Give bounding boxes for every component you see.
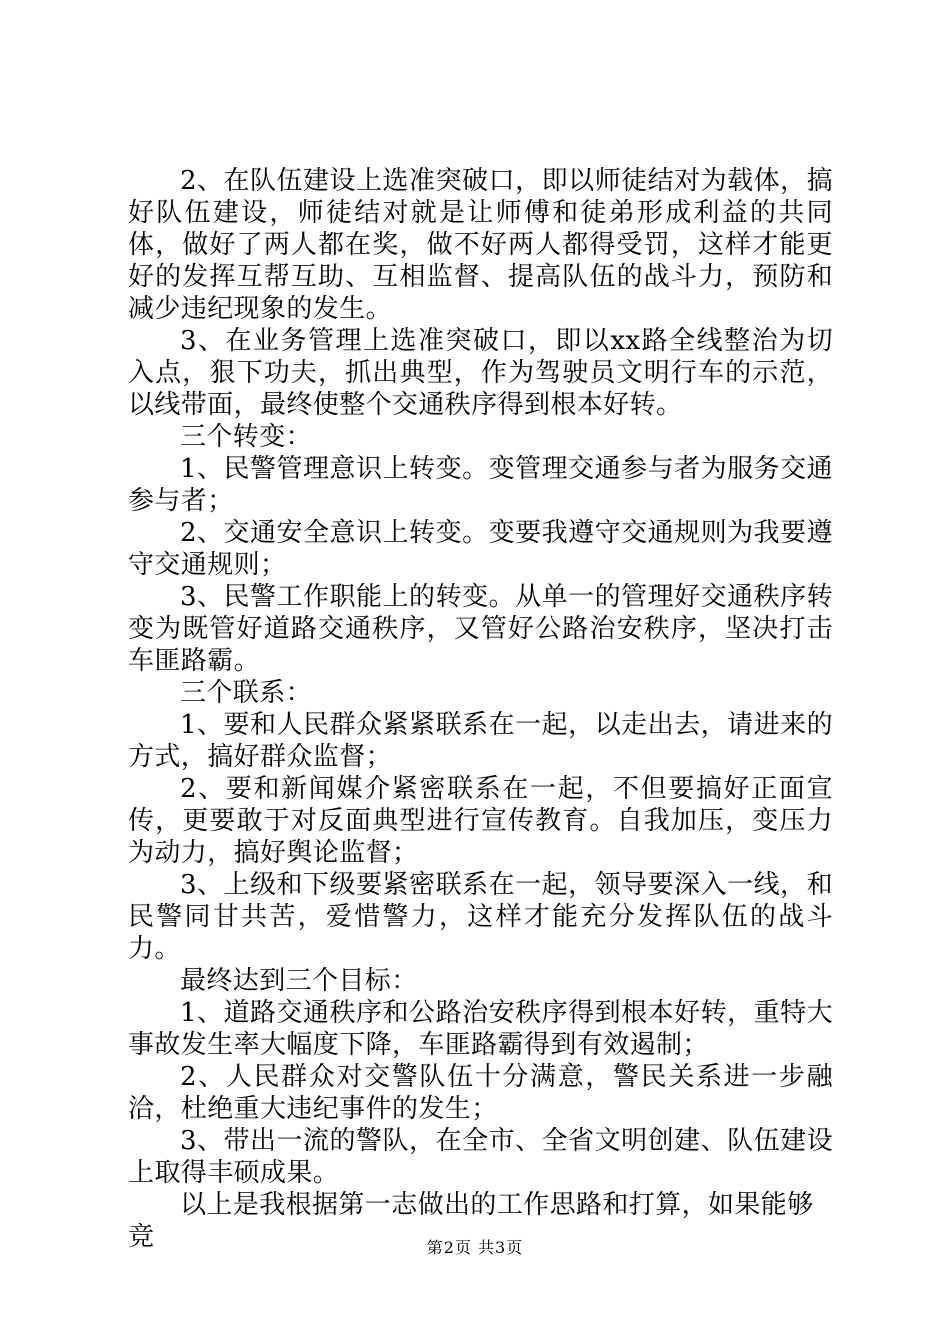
heading-three-changes: 三个转变：	[180, 422, 313, 452]
paragraph-link-2: 2、要和新闻媒介紧密联系在一起，不但要搞好正面宣传，更要敢于对反面典型进行宣传教育。自我加压，变压力为动力，搞好舆论监督；	[128, 774, 833, 868]
heading-three-links: 三个联系：	[180, 678, 313, 708]
paragraph-business-management: 3、在业务管理上选准突破口，即以xx路全线整治为切入点，狠下功夫，抓出典型，作为驾驶员文明行车的示范，以线带面，最终使整个交通秩序得到根本好转。	[128, 326, 833, 420]
paragraph-change-3: 3、民警工作职能上的转变。从单一的管理好交通秩序转变为既管好道路交通秩序，又管好公路治安秩序，坚决打击车匪路霸。	[128, 582, 833, 676]
paragraph-goal-1: 1、道路交通秩序和公路治安秩序得到根本好转，重特大事故发生率大幅度下降，车匪路霸得到有效遏制；	[128, 998, 833, 1060]
paragraph-goal-2: 2、人民群众对交警队伍十分满意，警民关系进一步融洽，杜绝重大违纪事件的发生；	[128, 1062, 833, 1124]
paragraph-link-3: 3、上级和下级要紧密联系在一起，领导要深入一线，和民警同甘共苦，爱惜警力，这样才能充分发挥队伍的战斗力。	[128, 870, 833, 964]
paragraph-goal-3: 3、带出一流的警队，在全市、全省文明创建、队伍建设上取得丰硕成果。	[128, 1126, 833, 1188]
document-body	[128, 165, 833, 1253]
heading-three-goals: 最终达到三个目标：	[180, 966, 418, 996]
paragraph-team-building: 2、在队伍建设上选准突破口，即以师徒结对为载体，搞好队伍建设，师徒结对就是让师傅和徒弟形成利益的共同体，做好了两人都在奖，做不好两人都得受罚，这样才能更好的发挥互帮互助、互相监督、提高队伍的战斗力，预防和减少违纪现象的发生。	[128, 166, 833, 324]
paragraph-closing: 以上是我根据第一志做出的工作思路和打算，如果能够竞	[128, 1190, 814, 1252]
page-number-footer: 第2页 共3页	[426, 1238, 524, 1257]
paragraph-change-1: 1、民警管理意识上转变。变管理交通参与者为服务交通参与者；	[128, 454, 833, 516]
paragraph-change-2: 2、交通安全意识上转变。变要我遵守交通规则为我要遵守交通规则；	[128, 518, 833, 580]
paragraph-link-1: 1、要和人民群众紧紧联系在一起，以走出去，请进来的方式，搞好群众监督；	[128, 710, 833, 772]
